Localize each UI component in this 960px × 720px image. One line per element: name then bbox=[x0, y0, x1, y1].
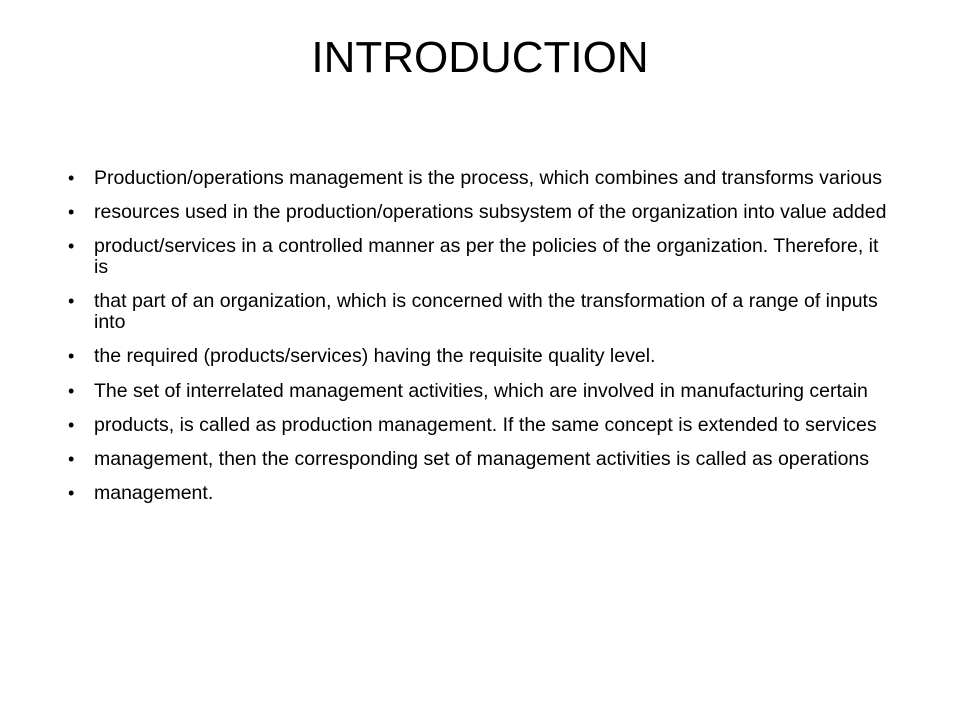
bullet-icon: • bbox=[68, 483, 75, 503]
bullet-icon: • bbox=[68, 168, 75, 188]
bullet-icon: • bbox=[68, 291, 75, 311]
list-item bbox=[68, 202, 888, 223]
bullet-text: management. bbox=[94, 482, 214, 504]
slide-title: INTRODUCTION bbox=[311, 33, 649, 82]
list-item bbox=[68, 168, 888, 189]
bullet-text: product/services in a controlled manner as per the policies of the organization. Therefore, it is bbox=[94, 235, 879, 278]
bullet-text: that part of an organization, which is concerned with the transformation of a range of inputs into bbox=[94, 290, 878, 333]
bullet-list bbox=[68, 168, 888, 518]
list-item bbox=[68, 346, 888, 367]
bullet-text: resources used in the production/operations subsystem of the organization into value added bbox=[94, 201, 887, 223]
bullet-icon: • bbox=[68, 381, 75, 401]
bullet-icon: • bbox=[68, 449, 75, 469]
bullet-text: management, then the corresponding set of management activities is called as operations bbox=[94, 448, 870, 470]
bullet-text: Production/operations management is the process, which combines and transforms various bbox=[94, 167, 882, 189]
list-item bbox=[68, 483, 888, 504]
bullet-icon: • bbox=[68, 415, 75, 435]
bullet-icon: • bbox=[68, 346, 75, 366]
bullet-text: products, is called as production management. If the same concept is extended to services bbox=[94, 414, 877, 436]
bullet-icon: • bbox=[68, 236, 75, 256]
list-item bbox=[68, 291, 888, 333]
list-item bbox=[68, 415, 888, 436]
bullet-text: The set of interrelated management activities, which are involved in manufacturing certain bbox=[94, 380, 868, 402]
bullet-icon: • bbox=[68, 202, 75, 222]
list-item bbox=[68, 381, 888, 402]
list-item bbox=[68, 449, 888, 470]
bullet-text: the required (products/services) having the requisite quality level. bbox=[94, 345, 656, 367]
list-item bbox=[68, 236, 888, 278]
